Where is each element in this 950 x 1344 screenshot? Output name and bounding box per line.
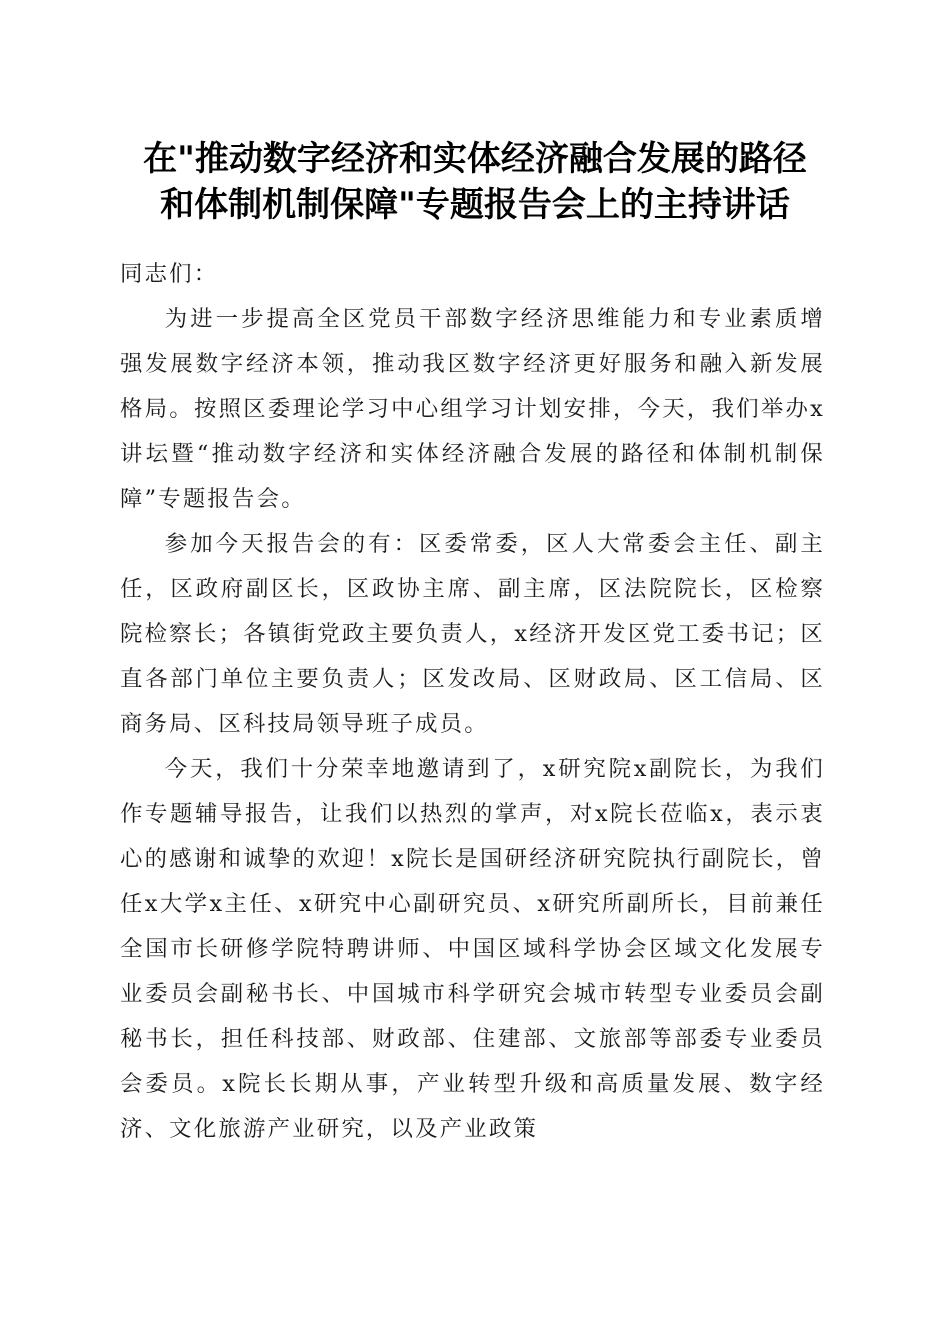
title-line-2: 和体制机制保障"专题报告会上的主持讲话 xyxy=(160,185,790,225)
title-line-1: 在"推动数字经济和实体经济融合发展的路径 xyxy=(143,139,807,179)
document-body xyxy=(120,252,825,1152)
salutation: 同志们： xyxy=(120,261,219,287)
paragraph-1: 为进一步提高全区党员干部数字经济思维能力和专业素质增强发展数字经济本领，推动我区数字经济更好服务和融入新发展格局。按照区委理论学习中心组学习计划安排，今天，我们举办x讲坛暨“推动数字经济和实体经济融合发展的路径和体制机制保障”专题报告会。 xyxy=(120,306,825,512)
paragraph-2: 参加今天报告会的有：区委常委，区人大常委会主任、副主任，区政府副区长，区政协主席、副主席，区法院院长，区检察院检察长；各镇街党政主要负责人，x经济开发区党工委书记；区直各部门单位主要负责人；区发改局、区财政局、区工信局、区商务局、区科技局领导班子成员。 xyxy=(120,531,825,737)
document-title xyxy=(100,136,850,228)
paragraph-3: 今天，我们十分荣幸地邀请到了，x研究院x副院长，为我们作专题辅导报告，让我们以热烈的掌声，对x院长莅临x，表示衷心的感谢和诚挚的欢迎！x院长是国研经济研究院执行副院长，曾任x大学x主任、x研究中心副研究员、x研究所副所长，目前兼任全国市长研修学院特聘讲师、中国区域科学协会区域文化发展专业委员会副秘书长、中国城市科学研究会城市转型专业委员会副秘书长，担任科技部、财政部、住建部、文旅部等部委专业委员会委员。x院长长期从事，产业转型升级和高质量发展、数字经济、文化旅游产业研究，以及产业政策 xyxy=(120,756,825,1142)
